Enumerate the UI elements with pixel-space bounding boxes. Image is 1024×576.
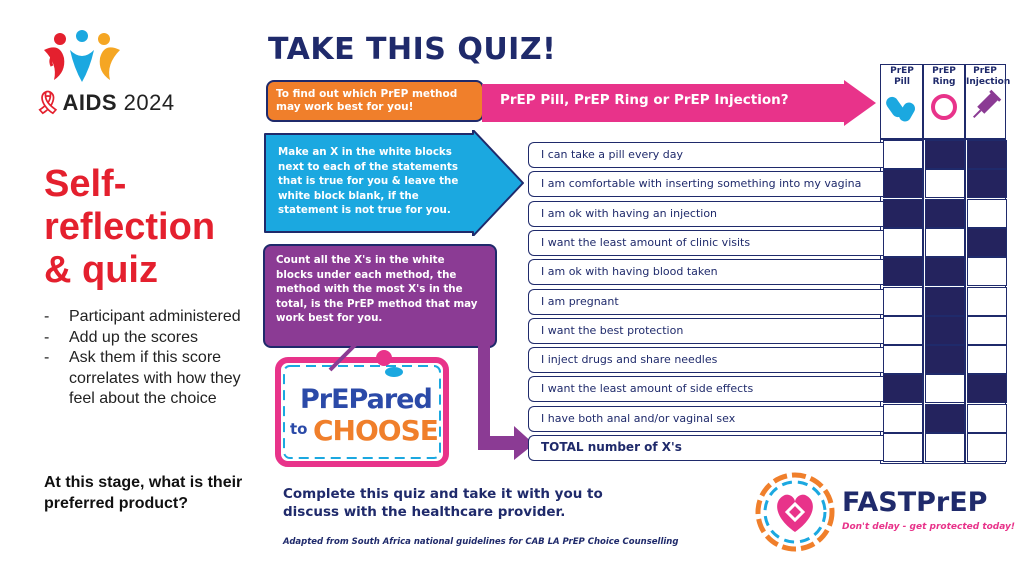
counting-text: Count all the X's in the white blocks under each method, the method with the most X's in the total, is the PrEP method that may work best for you. [276, 254, 478, 324]
column-header-injection: PrEP Injection [966, 66, 1004, 138]
blocked-cell [883, 257, 923, 286]
quiz-statement: I want the least amount of clinic visits [528, 230, 883, 256]
quiz-statement: I am pregnant [528, 289, 883, 315]
answer-cell[interactable] [883, 316, 923, 345]
options-banner-text: PrEP Pill, PrEP Ring or PrEP Injection? [500, 92, 789, 108]
quiz-title: TAKE THIS QUIZ! [268, 32, 557, 67]
quiz-statement: I am ok with having blood taken [528, 259, 883, 285]
blocked-cell [883, 374, 923, 403]
blocked-cell [925, 316, 965, 345]
answer-cell[interactable] [967, 257, 1007, 286]
badge-to-text: to [290, 420, 308, 438]
quiz-statement: I have both anal and/or vaginal sex [528, 406, 883, 432]
blocked-cell [967, 374, 1007, 403]
total-cell[interactable] [967, 433, 1007, 462]
badge-choose-text: CHOOSE [313, 414, 438, 447]
total-cell[interactable] [883, 433, 923, 462]
answer-cell[interactable] [883, 404, 923, 433]
pill-icon [885, 88, 919, 124]
total-cell[interactable] [925, 433, 965, 462]
step-item: - Add up the scores [44, 328, 264, 349]
step-item: - Ask them if this score correlates with how they feel about the choice [44, 348, 264, 410]
answer-cell[interactable] [925, 228, 965, 257]
quiz-statement: I want the best protection [528, 318, 883, 344]
answer-cell[interactable] [925, 374, 965, 403]
footer-instruction: Complete this quiz and take it with you to discuss with the healthcare provider. [283, 486, 603, 520]
badge-prepared-text: PrEPared [300, 384, 432, 415]
intro-box: To find out which PrEP method may work best for you! [266, 80, 484, 122]
answer-cell[interactable] [925, 169, 965, 198]
fastprep-tagline: Don't delay - get protected today! [842, 522, 1016, 532]
step-item: - Participant administered [44, 307, 264, 328]
blocked-cell [967, 140, 1007, 169]
ring-icon [927, 88, 961, 124]
fastprep-name: FASTPrEP [842, 487, 988, 518]
instruction-text: Make an X in the white blocks next to each of the statements that is true for you & leave the white block blank, if the statement is not true for you. [278, 146, 459, 216]
slide-title: Self-reflection & quiz [44, 163, 216, 291]
answer-cell[interactable] [967, 199, 1007, 228]
quiz-statement: I am comfortable with inserting something into my vagina [528, 171, 883, 197]
quiz-statement: I can take a pill every day [528, 142, 883, 168]
blocked-cell [967, 228, 1007, 257]
preferred-product-question: At this stage, what is their preferred product? [44, 474, 243, 512]
column-header-ring: PrEP Ring [925, 66, 963, 138]
syringe-icon [968, 88, 1002, 124]
aids2024-wordmark: 🎗AIDS 2024 [34, 90, 175, 115]
answer-cell[interactable] [883, 228, 923, 257]
blocked-cell [925, 257, 965, 286]
red-ribbon-icon: 🎗 [34, 90, 63, 115]
quiz-statement: I am ok with having an injection [528, 201, 883, 227]
answer-cell[interactable] [883, 140, 923, 169]
quiz-statement: I want the least amount of side effects [528, 376, 883, 402]
blocked-cell [883, 169, 923, 198]
blocked-cell [925, 140, 965, 169]
answer-cell[interactable] [883, 345, 923, 374]
column-header-pill: PrEP Pill [883, 66, 921, 138]
answer-cell[interactable] [967, 345, 1007, 374]
blocked-cell [925, 287, 965, 316]
fastprep-logo-icon [755, 472, 835, 552]
blocked-cell [925, 404, 965, 433]
blocked-cell [925, 199, 965, 228]
steps-list [44, 307, 264, 410]
answer-cell[interactable] [883, 287, 923, 316]
answer-cell[interactable] [967, 404, 1007, 433]
blocked-cell [925, 345, 965, 374]
answer-cell[interactable] [967, 287, 1007, 316]
total-row-label: TOTAL number of X's [528, 435, 883, 461]
blocked-cell [967, 169, 1007, 198]
answer-cell[interactable] [967, 316, 1007, 345]
source-note: Adapted from South Africa national guidelines for CAB LA PrEP Choice Counselling [283, 537, 679, 547]
quiz-statement: I inject drugs and share needles [528, 347, 883, 373]
blocked-cell [883, 199, 923, 228]
